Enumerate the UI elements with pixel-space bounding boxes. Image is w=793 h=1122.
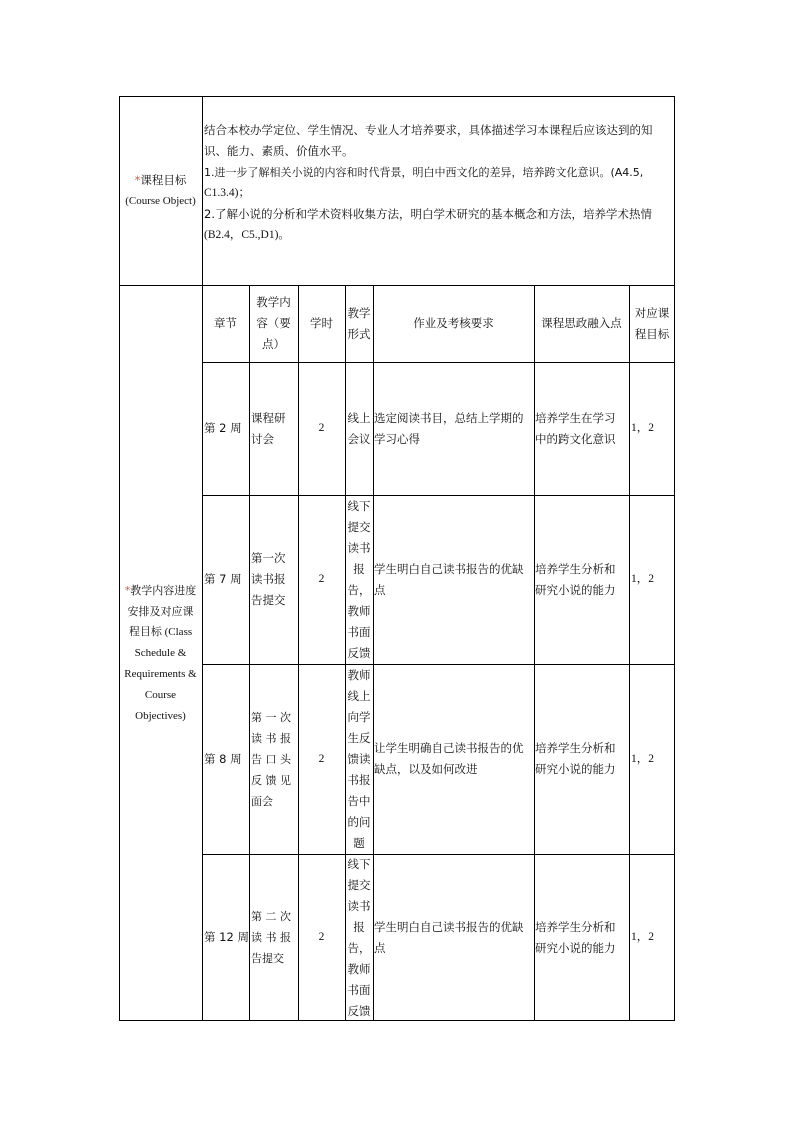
required-marker: * <box>124 583 131 597</box>
table-row-chapter: 第 2 周 <box>204 421 242 435</box>
schedule-label-line: 程目标 (Class <box>128 625 193 638</box>
table-row-content: 第一次 读书报 告提交 <box>251 551 286 607</box>
table-row-ideology: 培养学生分析和 研究小说的能力 <box>535 741 616 776</box>
table-row-target: 1，2 <box>631 422 654 434</box>
header-hours: 学时 <box>310 316 333 330</box>
table-row-mode: 线下 提交 读书 报 告， 教师 书面 反馈 <box>347 856 371 1018</box>
table-row-homework: 学生明白自己读书报告的优缺 点 <box>374 919 524 955</box>
table-row-content: 第 一 次 读 书 报 告 口 头 反 馈 见 面会 <box>251 710 291 808</box>
header-content: 教学内 容（要 点） <box>256 295 291 351</box>
objective-text <box>204 120 674 246</box>
schedule-label-line: Course <box>144 688 177 701</box>
grid-line <box>249 285 250 1021</box>
schedule-label-line: Requirements & <box>124 667 197 680</box>
table-row-hours: 2 <box>318 752 325 765</box>
objective-line: (B2.4，C5.,D1)。 <box>204 229 290 241</box>
objective-line: 2.了解小说的分析和学术资料收集方法，明白学术研究的基本概念和方法，培养学术热情 <box>204 207 652 221</box>
table-row-chapter: 第 12 周 <box>204 930 249 944</box>
required-marker: * <box>134 172 141 187</box>
schedule-label-line: Schedule & <box>134 646 187 659</box>
schedule-label-line: Objectives) <box>135 709 186 722</box>
objective-line: 1.进一步了解相关小说的内容和时代背景，明白中西文化的差异，培养跨文化意识。(A4.5, <box>204 166 644 179</box>
table-row-mode: 教师 线上 向学 生反 馈读 书报 告中 的问 题 <box>347 667 371 850</box>
schedule-label <box>119 285 202 1021</box>
grid-line <box>629 285 630 1021</box>
table-row-mode: 线下 提交 读书 报 告， 教师 书面 反馈 <box>347 498 371 660</box>
objective-line: 识、能力、素质、价值水平。 <box>204 144 354 158</box>
header-chapter: 章节 <box>214 316 237 330</box>
table-row-homework: 让学生明确自己读书报告的优 缺点，以及如何改进 <box>374 741 524 776</box>
table-row-content: 课程研 讨会 <box>251 410 286 446</box>
table-row-hours: 2 <box>318 931 325 943</box>
table-row-target: 1，2 <box>631 573 654 585</box>
objective-line: 结合本校办学定位、学生情况、专业人才培养要求，具体描述学习本课程后应该达到的知 <box>204 123 653 137</box>
header-mode: 教学 形式 <box>347 305 371 341</box>
table-row-target: 1，2 <box>631 752 654 765</box>
table-row-homework: 学生明白自己读书报告的优缺 点 <box>374 561 524 597</box>
table-row-hours: 2 <box>318 573 325 585</box>
table-row-target: 1，2 <box>631 931 654 943</box>
table-row-chapter: 第 8 周 <box>204 751 242 766</box>
table-row-chapter: 第 7 周 <box>204 572 242 586</box>
objective-label-en: (Course Object) <box>125 194 196 207</box>
grid-line <box>202 96 203 1021</box>
objective-label-cn: 课程目标 <box>140 172 187 187</box>
schedule-label-line: 教学内容进度 <box>130 583 197 597</box>
table-row-ideology: 培养学生分析和 研究小说的能力 <box>535 561 616 597</box>
header-ideology: 课程思政融入点 <box>541 316 622 330</box>
table-row-hours: 2 <box>318 422 325 434</box>
table-row-content: 第 二 次 读 书 报 告提交 <box>251 910 291 965</box>
table-row-ideology: 培养学生分析和 研究小说的能力 <box>535 919 616 955</box>
objective-line: C1.3.4)； <box>204 187 250 199</box>
schedule-label-line: 安排及对应课 <box>127 604 194 618</box>
header-homework: 作业及考核要求 <box>413 316 494 330</box>
table-row-mode: 线上 会议 <box>347 410 371 446</box>
header-target: 对应课 程目标 <box>634 305 670 341</box>
objective-label <box>119 96 202 285</box>
table-row-homework: 选定阅读书目，总结上学期的 学习心得 <box>374 410 524 446</box>
table-row-ideology: 培养学生在学习 中的跨文化意识 <box>535 410 616 446</box>
